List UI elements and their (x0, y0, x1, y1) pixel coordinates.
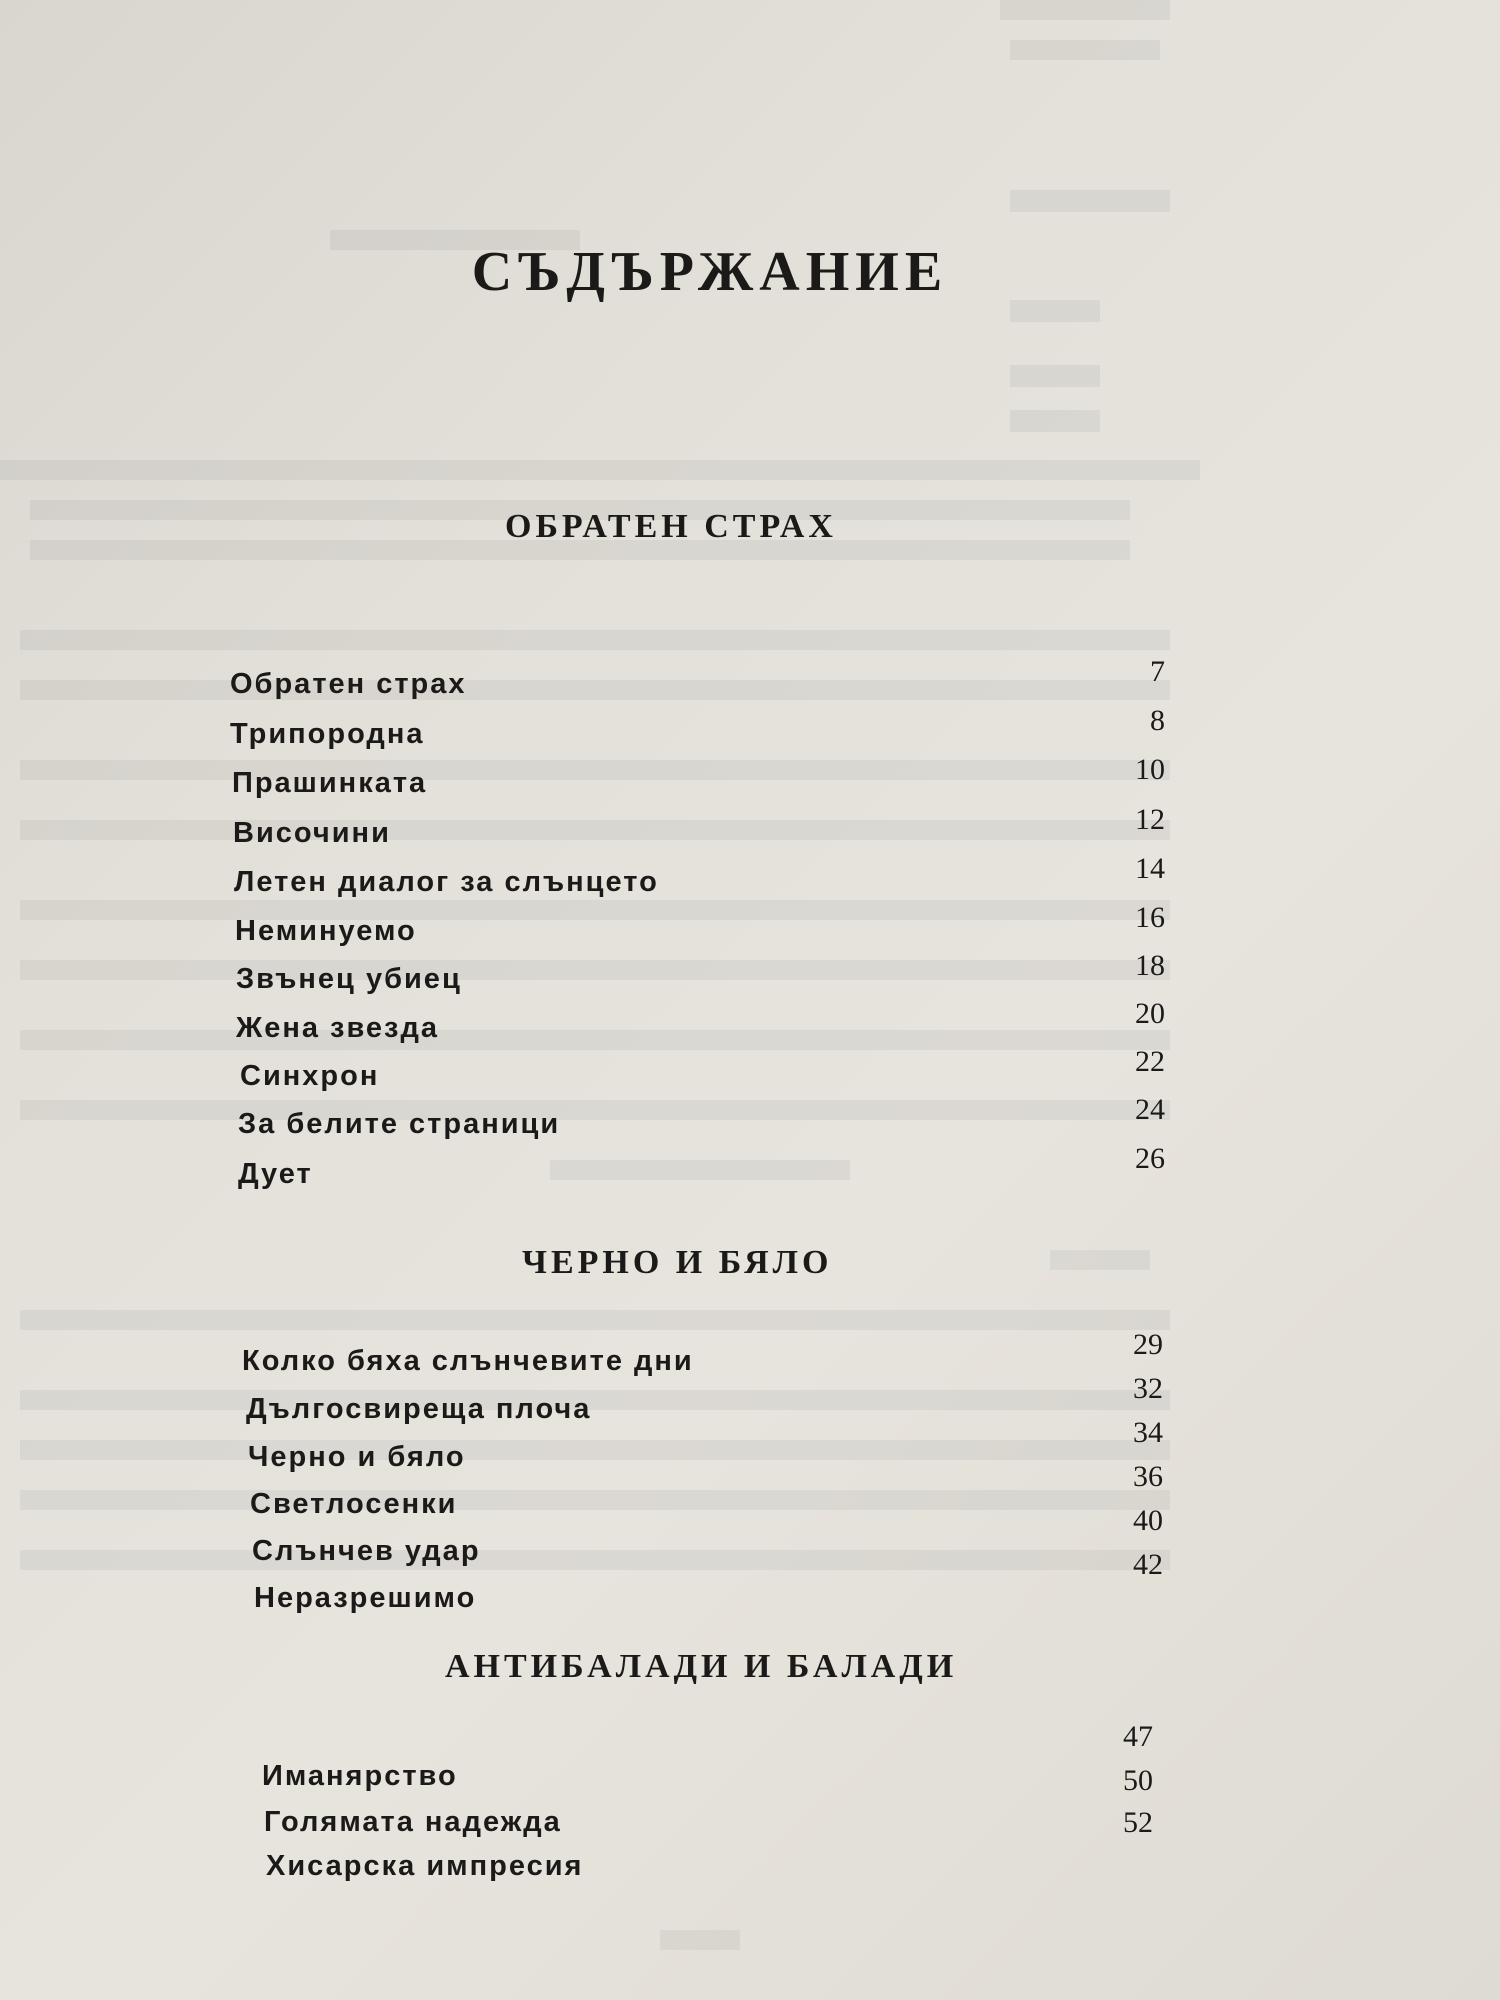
toc-entry-page: 52 (1123, 1806, 1153, 1839)
toc-entry-title: Дует (238, 1158, 313, 1190)
toc-entry-page: 12 (1135, 803, 1165, 836)
toc-entry-page: 8 (1150, 704, 1165, 737)
toc-entry-title: Хисарска импресия (266, 1850, 584, 1882)
toc-entry-page: 10 (1135, 753, 1165, 786)
toc-entry-title: Неразрешимо (254, 1582, 477, 1614)
toc-entry-page: 14 (1135, 852, 1165, 885)
toc-entry-title: Звънец убиец (236, 963, 462, 995)
toc-entry-page: 24 (1135, 1093, 1165, 1126)
toc-entry-title: Височини (233, 817, 391, 849)
toc-entry-title: Летен диалог за слънцето (234, 866, 659, 898)
toc-entry-page: 18 (1135, 949, 1165, 982)
toc-entry-title: Иманярство (262, 1760, 458, 1792)
toc-entry-page: 42 (1133, 1548, 1163, 1581)
toc-entry-title: Голямата надежда (264, 1806, 562, 1838)
toc-entry-page: 7 (1150, 655, 1165, 688)
toc-entry-page: 22 (1135, 1045, 1165, 1078)
toc-entry-title: Синхрон (240, 1060, 380, 1092)
toc-entry-title: Неминуемо (235, 915, 417, 947)
toc-entry-page: 47 (1123, 1720, 1153, 1753)
page-title: СЪДЪРЖАНИЕ (471, 241, 949, 303)
toc-entry-page: 40 (1133, 1504, 1163, 1537)
toc-entry-page: 26 (1135, 1142, 1165, 1175)
toc-entry-title: Черно и бяло (248, 1441, 466, 1473)
toc-entry-title: Трипородна (230, 718, 425, 750)
toc-entry-title: Светлосенки (250, 1488, 458, 1520)
toc-entry-page: 20 (1135, 997, 1165, 1030)
toc-entry-title: Колко бяха слънчевите дни (242, 1345, 694, 1377)
toc-entry-page: 36 (1133, 1460, 1163, 1493)
section-heading-2: ЧЕРНО И БЯЛО (522, 1244, 833, 1281)
toc-entry-title: За белите страници (238, 1108, 561, 1140)
toc-entry-page: 50 (1123, 1764, 1153, 1797)
toc-entry-title: Прашинката (232, 767, 428, 799)
toc-entry-page: 29 (1133, 1328, 1163, 1361)
toc-entry-page: 16 (1135, 901, 1165, 934)
section-heading-1: ОБРАТЕН СТРАХ (505, 508, 837, 545)
toc-entry-page: 32 (1133, 1372, 1163, 1405)
section-heading-3: АНТИБАЛАДИ И БАЛАДИ (445, 1648, 958, 1685)
toc-entry-title: Дългосвиреща плоча (246, 1393, 592, 1425)
toc-entry-page: 34 (1133, 1416, 1163, 1449)
toc-entry-title: Обратен страх (230, 668, 467, 700)
toc-entry-title: Жена звезда (236, 1012, 439, 1044)
toc-entry-title: Слънчев удар (252, 1535, 481, 1567)
